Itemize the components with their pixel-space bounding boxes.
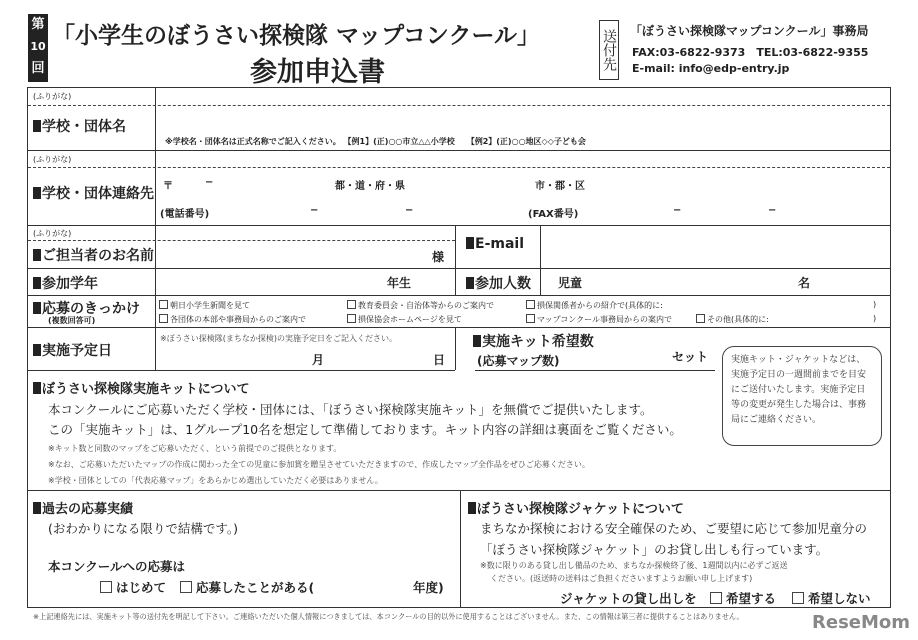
badge-char: 10 xyxy=(30,40,46,53)
furigana-label: (ふりがな) xyxy=(33,92,72,101)
fax-label: (FAX番号) xyxy=(528,209,579,220)
past-title: 過去の応募実績 xyxy=(33,498,133,517)
trigger-option[interactable]: 教育委員会・自治体等からのご案内で xyxy=(347,300,494,311)
city-label: 市・郡・区 xyxy=(535,181,585,192)
postal-dash: − xyxy=(205,177,214,188)
trigger-label: 応募のきっかけ xyxy=(33,298,140,318)
badge-char: 回 xyxy=(31,61,45,76)
dash: − xyxy=(405,205,414,216)
office-email: E-mail: info@edp-entry.jp xyxy=(632,62,790,75)
school-name-label: 学校・団体名 xyxy=(33,116,126,136)
dash: − xyxy=(768,205,777,216)
past-sub: (おわかりになる限りで結構です。) xyxy=(48,521,239,536)
contact-label: 学校・団体連絡先 xyxy=(33,183,154,203)
person-name-label: ご担当者のお名前 xyxy=(33,245,154,265)
furigana-label: (ふりがな) xyxy=(33,155,72,164)
page-subtitle: 参加申込書 xyxy=(250,57,385,88)
jacket-question: ジャケットの貸し出しを xyxy=(560,591,697,606)
kit-note: ※なお、ご応募いただいたマップの作成に関わった全ての児童に参加賞を贈呈させていただきますので、作成したマップ全作品をぜひご応募ください。 xyxy=(48,460,590,469)
jacket-body-line: 「ぼうさい探検隊ジャケット」のお貸し出しも行っています。 xyxy=(480,542,829,557)
jacket-note: ※数に限りのある貸し出し備品のため、まちなか探検終了後、1週間以内に必ずご返送 xyxy=(480,561,788,570)
past-year: 年度) xyxy=(413,580,444,595)
badge-char: 第 xyxy=(31,17,45,32)
edition-badge xyxy=(28,14,48,82)
footer-note: ※上記連絡先には、実施キット等の送付先を明記して下さい。ご連絡いただいた個人情報につきましては、本コンクールの目的以外に使用することはございません。また、この情報は第三者に提供することはありません。 xyxy=(33,612,744,621)
school-furigana-input[interactable] xyxy=(157,88,889,104)
kit-title: ぼうさい探検隊実施キットについて xyxy=(33,378,249,397)
side-note-text: 実施キット・ジャケットなどは、実施予定日の一週間前までを目安にご送付いたします。実施予定日等の変更が発生した場合は、事務局にご連絡ください。 xyxy=(731,355,867,425)
email-label: E-mail xyxy=(466,236,524,252)
kit-note: ※キット数と同数のマップをご応募いただく、という前提でのご提供となります。 xyxy=(48,444,342,453)
email-input[interactable] xyxy=(542,227,888,267)
date-note: ※ぼうさい探検隊(まちなか探検)の実施予定日をご記入ください。 xyxy=(160,334,397,343)
set-unit: セット xyxy=(672,350,709,364)
past-question: 本コンクールへの応募は xyxy=(48,559,186,574)
side-note xyxy=(722,346,882,446)
page-title: 「小学生のぼうさい探検隊 マップコンクール」 xyxy=(52,23,541,49)
children-label: 児童 xyxy=(558,276,583,290)
paren-close: ) xyxy=(873,300,877,309)
person-name-input[interactable] xyxy=(157,242,427,266)
trigger-option[interactable]: 損保関係者からの紹介で(具体的に: xyxy=(526,300,663,311)
past-applied-checkbox[interactable]: 応募したことがある( xyxy=(180,578,314,596)
dash: − xyxy=(310,205,319,216)
date-label: 実施予定日 xyxy=(33,340,112,360)
jacket-body-line: まちなか探検における安全確保のため、ご要望に応じて参加児童分の xyxy=(480,521,868,536)
grade-label: 参加学年 xyxy=(33,273,98,293)
postal-mark: 〒 xyxy=(163,181,173,192)
people-unit: 名 xyxy=(798,276,811,290)
dash: − xyxy=(673,205,682,216)
kit-count-sub: (応募マップ数) xyxy=(477,354,560,368)
trigger-option[interactable]: 各団体の本部や事務局からのご案内で xyxy=(159,314,306,325)
kit-body-line: 本コンクールにご応募いただく学校・団体には、「ぼうさい探検隊実施キット」を無償でご提供いたします。 xyxy=(48,402,653,417)
school-name-input[interactable] xyxy=(157,107,889,133)
jacket-yes-checkbox[interactable]: 希望する xyxy=(710,589,776,607)
jacket-note: ください。(返送時の送料はご負担くださいますようお願い申し上げます) xyxy=(490,574,753,583)
trigger-option[interactable]: 朝日小学生新聞を見て xyxy=(159,300,250,311)
trigger-option[interactable]: 損保協会ホームページを見て xyxy=(347,314,462,325)
jacket-no-checkbox[interactable]: 希望しない xyxy=(792,589,871,607)
day-unit: 日 xyxy=(433,353,446,367)
office-fax-tel: FAX:03-6822-9373 TEL:03-6822-9355 xyxy=(632,46,869,59)
trigger-sub: (複数回答可) xyxy=(48,316,96,325)
honorific: 様 xyxy=(432,250,445,264)
prefecture-label: 都・道・府・県 xyxy=(335,181,405,192)
phone-label: (電話番号) xyxy=(160,209,210,220)
furigana-label: (ふりがな) xyxy=(33,229,72,238)
trigger-option[interactable]: その他(具体的に: xyxy=(696,314,769,325)
jacket-title: ぼうさい探検隊ジャケットについて xyxy=(468,498,684,517)
kit-count-label: 実施キット希望数 xyxy=(473,331,594,351)
trigger-option[interactable]: マップコンクール事務局からの案内で xyxy=(526,314,672,325)
send-to-label: 送付先 xyxy=(599,20,619,80)
kit-body-line: この「実施キット」は、1グループ10名を想定して準備しております。キット内容の詳細は裏面をご覧ください。 xyxy=(48,422,682,437)
past-first-checkbox[interactable]: はじめて xyxy=(100,578,166,596)
office-name: 「ぼうさい探検隊マップコンクール」事務局 xyxy=(630,24,869,38)
paren-close: ) xyxy=(873,314,877,323)
school-name-note: ※学校名・団体名は正式名称でご記入ください。 【例1】(正)○○市立△△小学校 【例2】(正)○○地区◇◇子ども会 xyxy=(165,137,586,146)
watermark-logo: ReseMom xyxy=(812,612,911,633)
kit-note: ※学校・団体としての「代表応募マップ」をあらかじめ選出していただく必要はありません。 xyxy=(48,476,383,485)
month-unit: 月 xyxy=(312,353,325,367)
grade-unit: 年生 xyxy=(387,276,412,290)
participant-count-label: 参加人数 xyxy=(466,273,531,293)
